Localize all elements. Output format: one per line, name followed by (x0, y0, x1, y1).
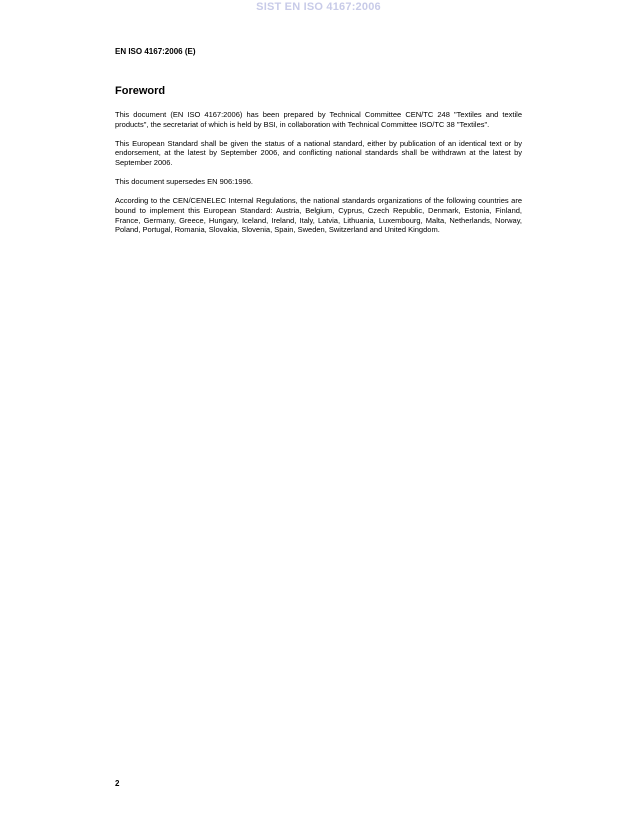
paragraph-countries: According to the CEN/CENELEC Internal Regulations, the national standards organizations of the following countries are bound to implement this European Standard: Austria, Belgium, Cyprus, Czech Republic, Denmark, Estonia, Finland, France, Germany, Greece, Hungary, Iceland, Ireland, Italy, Latvia, Lithuania, Luxembourg, Malta, Netherlands, Norway, Poland, Portugal, Romania, Slovakia, Slovenia, Spain, Sweden, Switzerland and United Kingdom. (115, 196, 522, 235)
paragraph-status: This European Standard shall be given the status of a national standard, either by publication of an identical text or by endorsement, at the latest by September 2006, and conflicting national standards shall be withdrawn at the latest by September 2006. (115, 138, 522, 167)
document-identifier: EN ISO 4167:2006 (E) (115, 47, 196, 56)
page-number: 2 (115, 779, 120, 788)
paragraph-supersedes: This document supersedes EN 906:1996. (115, 177, 253, 187)
watermark-text: SIST EN ISO 4167:2006 (256, 1, 381, 13)
section-title: Foreword (115, 85, 166, 97)
foreword-body (115, 110, 522, 244)
paragraph-committee: This document (EN ISO 4167:2006) has been prepared by Technical Committee CEN/TC 248 "Textiles and textile products", the secretariat of which is held by BSI, in collaboration with Technical Committee ISO/TC 38 "Textiles". (115, 110, 522, 129)
